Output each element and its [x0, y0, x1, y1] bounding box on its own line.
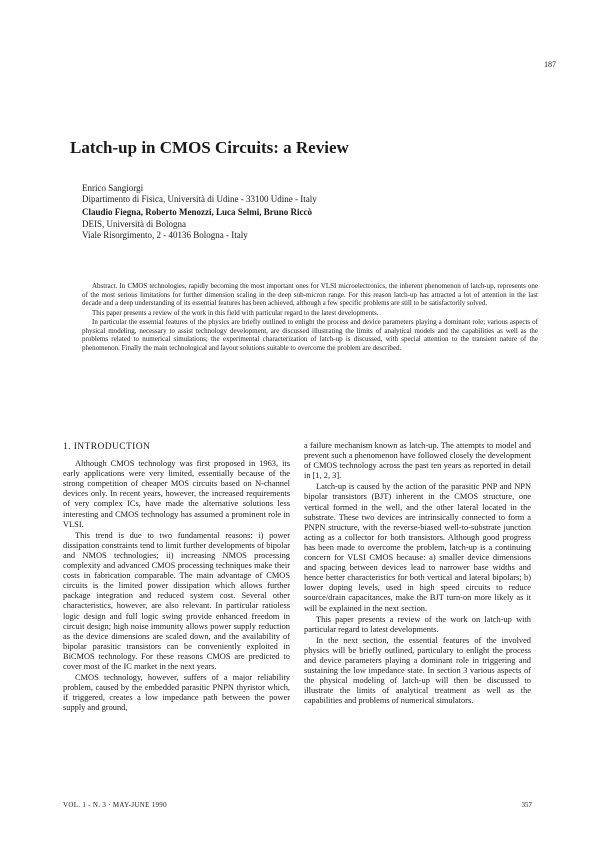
paper-title: Latch-up in CMOS Circuits: a Review	[70, 138, 349, 157]
right-column	[304, 441, 531, 707]
author-names: Claudio Fiegna, Roberto Menozzi, Luca Selmi, Bruno Riccò	[82, 207, 312, 218]
page-number-bottom: 357	[521, 801, 532, 809]
abstract-paragraph: This paper presents a review of the work in this field with particular regard to the latest developments.	[92, 308, 379, 317]
journal-footer: VOL. 1 - N. 3 · MAY-JUNE 1990	[63, 801, 167, 809]
body-paragraph: This paper presents a review of the work on latch-up with particular regard to latest developments.	[304, 614, 531, 634]
body-paragraph: In the next section, the essential features of the involved physics will be briefly outlined, particulary to enlight the process and device parameters playing a dominant role in triggering and sustaining the low impedance state. In section 3 various aspects of the physical modeling of latch-up will then be discussed to illustrate the limits of analytical treatment as well as the capabilities and problems of numerical simulators.	[304, 635, 531, 706]
abstract-paragraph: Abstract. In CMOS technologies, rapidly becoming the most important ones for VLSI microelectronics, the inherent phenomenon of latch-up, represents one of the most serious limitations for further dimension scaling in the deep sub-micron range. For this reason latch-up has attracted a lot of attention in the last decade and a deep understanding of its essential features has been achieved, although a few specific problems are still to be satisfactorily solved.	[82, 282, 538, 307]
body-paragraph: CMOS technology, however, suffers of a major reliability problem, caused by the embedded parasitic PNPN thyristor which, if triggered, creates a low impedance path between the power supply and ground,	[63, 673, 290, 713]
body-paragraph: a failure mechanism known as latch-up. The attempts to model and prevent such a phenomenon have followed closely the development of CMOS technology across the past ten years as reported in detail in [1, 2, 3].	[304, 441, 531, 481]
body-paragraph: This trend is due to two fundamental reasons: i) power dissipation constraints tend to limit further developments of bipolar and NMOS technologies; ii) increasing NMOS processing complexity and advanced CMOS processing techniques make their costs in fabrication comparable. The main advantage of CMOS circuits is the limited power dissipation which allows further package integration and reduced system cost. Several other characteristics, however, are also relevant. In particular ratioless logic design and full logic swing provide enhanced freedom in circuit design; high noise immunity allows power supply reduction as the device dimensions are scaled down, and the availability of bipolar parasitic transistors can be conveniently exploited in BiCMOS technology. For these reasons CMOS are predicted to cover most of the IC market in the next years.	[63, 530, 290, 671]
author-block	[82, 183, 317, 241]
author-affiliation: Dipartimento di Fisica, Università di Udine - 33100 Udine - Italy	[82, 194, 317, 205]
author-affiliation: Viale Risorgimento, 2 - 40136 Bologna - Italy	[82, 229, 248, 240]
body-paragraph: Although CMOS technology was first proposed in 1963, its early applications were very limited, essentially because of the strong competition of cheaper MOS circuits based on N-channel devices only. In recent years, however, the increased requirements of very complex ICs, have made the alternative solutions less interesting and CMOS technology has assumed a prominent role in VLSI.	[63, 459, 290, 529]
author-affiliation: DEIS, Università di Bologna	[82, 218, 186, 229]
left-column	[63, 441, 290, 714]
body-paragraph: Latch-up is caused by the action of the parasitic PNP and NPN bipolar transistors (BJT) inherent in the CMOS structure, one vertical formed in the well, and the other lateral located in the substrate. These two devices are intrinsically connected to form a PNPN structure, with the reverse-biased well-to-substrate junction acting as a collector for both transistors. Although good progress has been made to overcome the problem, latch-up is a continuing concern for VLSI CMOS because: a) smaller device dimensions and spacing between devices lead to narrower base widths and hence better characteristics for both vertical and lateral bipolars; b) lower doping levels, used in high speed circuits to reduce source/drain capacitances, make the BJT turn-on more likely as it will be explained in the next section.	[304, 482, 531, 613]
author-names: Enrico Sangiorgi	[82, 183, 144, 193]
section-heading: 1. INTRODUCTION	[63, 442, 151, 452]
abstract-paragraph: In particular the essential features of the physics are briefly outlined to enlight the process and device parameters playing a dominant role; various aspects of physical modeling, necessary to assist technology development, are discussed illustrating the limits of analytical models and the capabilities as well as the problems related to numerical simulations; the experimental characterization of latch-up is discussed, with special attention to the transient nature of the phenomenon. Finally the main technological and layout solutions suitable to overcome the problem are described.	[82, 318, 538, 352]
abstract	[82, 282, 538, 353]
page-number-top: 187	[544, 60, 556, 69]
